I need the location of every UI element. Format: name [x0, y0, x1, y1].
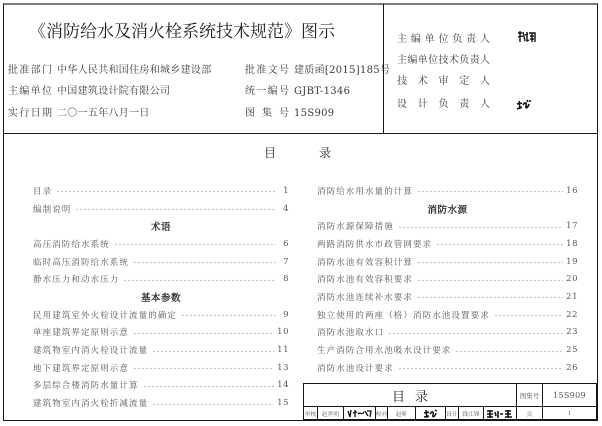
dot-leader: [417, 190, 563, 193]
toc-entry-title: 高压消防给水系统: [33, 239, 110, 250]
toc-entry: [317, 359, 578, 377]
dot-leader: [181, 314, 276, 317]
design-label: 设计: [446, 407, 459, 420]
dot-leader: [143, 385, 275, 388]
toc-entry: [317, 217, 578, 235]
toc-entry-page: 14: [277, 380, 289, 391]
toc-entry-title: 目录: [33, 186, 53, 197]
toc-entry-title: 两路消防供水市政管网要求: [317, 239, 433, 250]
toc-entry: [33, 324, 289, 342]
toc-entry-page: 19: [566, 256, 578, 267]
dot-leader: [494, 314, 563, 317]
title-block: [303, 383, 597, 420]
toc-entry: [33, 235, 289, 253]
toc-entry-page: 21: [566, 291, 578, 302]
dot-leader: [133, 332, 274, 335]
dot-leader: [75, 208, 276, 211]
toc-entry: [33, 182, 289, 200]
responsible-label: 主编单位技术负责人: [397, 55, 490, 66]
info-label: 统一编号: [245, 86, 289, 97]
info-value: 二〇一五年八月一日: [57, 108, 150, 119]
info-atlas-number: [245, 107, 334, 121]
signature-mark-icon: [486, 409, 514, 419]
toc-entry-title: 独立使用的两座（格）消防水池设置要求: [317, 310, 490, 321]
info-label: 批准文号: [245, 65, 289, 76]
contents-heading-char: 目: [264, 146, 277, 160]
atlas-number-value: 15S909: [553, 390, 586, 400]
signature-mark-icon: [517, 30, 537, 43]
toc-entry: [317, 235, 578, 253]
dot-leader: [436, 243, 563, 246]
toc-entry-title: 编制说明: [33, 204, 72, 215]
info-label: 图 集 号: [245, 108, 289, 119]
toc-entry: [33, 394, 289, 412]
toc-entry-page: 15: [277, 398, 289, 409]
toc-entry: [317, 324, 578, 342]
toc-entry-page: 9: [283, 309, 289, 320]
toc-entry: [317, 253, 578, 271]
toc-entry-page: 11: [277, 345, 289, 356]
toc-entry-title: 消防水池连续补水要求: [317, 292, 414, 303]
dot-leader: [133, 367, 274, 370]
toc-entry-page: 16: [566, 185, 578, 196]
toc-entry-title: 临时高压消防给水系统: [33, 257, 130, 268]
dot-leader: [398, 367, 563, 370]
info-value: 建质函[2015]185号: [294, 65, 391, 76]
toc-entry: [33, 359, 289, 377]
toc-entry-page: 20: [566, 274, 578, 285]
toc-entry-page: 8: [283, 274, 289, 285]
dot-leader: [114, 243, 276, 246]
signature-mark-icon: [347, 409, 373, 418]
toc-entry: [317, 306, 578, 324]
toc-entry-page: 4: [283, 203, 289, 214]
checker-signature: [416, 407, 446, 420]
toc-entry-page: 23: [566, 327, 578, 338]
info-chief-editor-unit: [8, 85, 170, 99]
dot-leader: [417, 279, 563, 282]
reviewer-signature: [344, 407, 376, 420]
page-number: 1: [567, 410, 572, 417]
responsible-design-head: [397, 98, 490, 112]
toc-right-column: [317, 182, 578, 377]
toc-entry-title: 消防水池有效容积要求: [317, 275, 414, 286]
toc-entry-title: 消防水池设计要求: [317, 363, 394, 374]
toc-entry: [317, 341, 578, 359]
checker-name: 赵昕: [388, 407, 416, 420]
toc-entry-page: 17: [566, 221, 578, 232]
toc-entry: [317, 270, 578, 288]
dot-leader: [152, 350, 274, 353]
toc-entry-title: 建筑物室内消火栓设计流量: [33, 346, 149, 357]
info-approval-number: [245, 64, 390, 78]
signature-mark-icon: [516, 99, 532, 111]
toc-entry: [33, 200, 289, 218]
toc-entry: [33, 377, 289, 395]
responsible-label: 技 术 审 定 人: [397, 76, 490, 87]
designer-signature: [484, 407, 517, 420]
info-value: 中国建筑设计院有限公司: [57, 86, 171, 97]
dot-leader: [388, 332, 563, 335]
toc-left-column: [33, 182, 289, 412]
toc-entry-page: 6: [283, 238, 289, 249]
toc-entry: [33, 270, 289, 288]
toc-entry-page: 1: [283, 185, 289, 196]
header-divider: [3, 133, 598, 134]
document-title: 《消防给水及消火栓系统技术规范》图示: [29, 22, 335, 42]
toc-entry-page: 25: [566, 345, 578, 356]
info-unified-number: [245, 85, 350, 99]
designer-name: 钱江锋: [459, 407, 484, 420]
responsible-technical-reviewer: [397, 75, 490, 89]
check-label: 校对: [376, 407, 388, 420]
toc-entry-page: 18: [566, 238, 578, 249]
dot-leader: [123, 279, 276, 282]
title-block-top-row: [304, 384, 596, 407]
toc-entry-title: 消防水源保障措施: [317, 222, 394, 233]
toc-entry-page: 22: [566, 309, 578, 320]
contents-heading-char: 录: [319, 146, 332, 160]
toc-entry-title: 消防水池有效容积计算: [317, 257, 414, 268]
toc-entry-page: 26: [566, 362, 578, 373]
toc-entry-title: 民用建筑室外火栓设计流量的确定: [33, 310, 178, 321]
toc-entry: [33, 253, 289, 271]
info-approval-dept: [8, 64, 212, 78]
toc-entry: [33, 306, 289, 324]
toc-entry-page: 7: [283, 256, 289, 267]
dot-leader: [56, 190, 276, 193]
toc-section-heading: 术语: [150, 222, 171, 234]
dot-leader: [133, 261, 276, 264]
responsible-chief-unit-head: [397, 33, 490, 47]
toc-entry: [317, 288, 578, 306]
responsible-label: 设 计 负 责 人: [397, 99, 490, 110]
info-effective-date: [8, 107, 150, 121]
responsible-chief-unit-tech-head: [397, 54, 490, 68]
toc-section-heading: 消防水源: [427, 204, 468, 216]
dot-leader: [417, 261, 563, 264]
toc-entry: [33, 341, 289, 359]
toc-entry-page: 13: [277, 362, 289, 373]
toc-section-heading: 基本参数: [140, 292, 181, 304]
page-label: 页: [517, 407, 543, 420]
info-label: 主编单位: [8, 86, 52, 97]
dot-leader: [152, 403, 274, 406]
atlas-number-label: 图集号: [517, 384, 543, 406]
info-label: 批准部门: [8, 65, 52, 76]
signature-mark-icon: [423, 409, 439, 419]
toc-entry-page: 10: [277, 327, 289, 338]
toc-entry-title: 消防水池取水口: [317, 328, 385, 339]
dot-leader: [455, 350, 563, 353]
toc-entry-title: 多层综合楼消防水量计算: [33, 381, 139, 392]
toc-entry-title: 消防给水用水量的计算: [317, 186, 414, 197]
dot-leader: [417, 296, 563, 299]
toc-entry-title: 静水压力和动水压力: [33, 275, 120, 286]
info-value: 中华人民共和国住房和城乡建设部: [57, 65, 212, 76]
toc-entry-title: 地下建筑界定原则示意: [33, 363, 130, 374]
dot-leader: [398, 226, 563, 229]
review-label: 审核: [304, 407, 318, 420]
info-value: GJBT-1346: [294, 86, 351, 97]
info-label: 实行日期: [8, 108, 52, 119]
toc-entry: [317, 182, 578, 200]
title-block-signoff-row: [304, 407, 596, 420]
toc-entry-title: 建筑物室内消火栓折减流量: [33, 399, 149, 410]
info-value: 15S909: [294, 108, 335, 119]
reviewer-name: 赵世明: [318, 407, 344, 420]
toc-entry-title: 单座建筑界定原则示意: [33, 328, 130, 339]
toc-entry-title: 生产消防合用水池吸水设计要求: [317, 346, 452, 357]
responsible-label: 主 编 单 位 负 责 人: [397, 34, 490, 45]
title-block-title: 目录: [304, 384, 517, 406]
